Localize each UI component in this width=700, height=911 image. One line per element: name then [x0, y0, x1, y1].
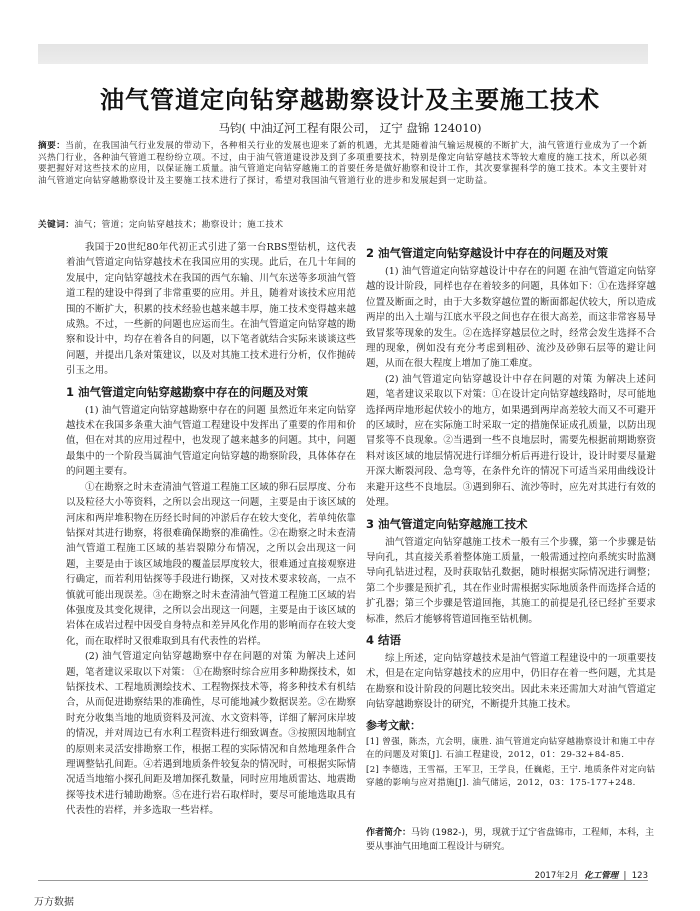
- footer-page-number: 123: [631, 871, 648, 881]
- header-bar: [38, 44, 648, 64]
- article-title: 油气管道定向钻穿越勘察设计及主要施工技术: [100, 86, 600, 114]
- section-heading: 4 结语: [366, 632, 402, 647]
- abstract: [38, 141, 648, 187]
- keywords-label: 关键词：: [38, 220, 75, 230]
- reference-item: [1] 曾强，陈杰，亢会明，康胜. 油气管道定向钻穿越勘察设计和施工中存在的问题及对策[J]. 石油工程建设，2012，01：29-32+84-85.: [366, 736, 656, 760]
- author-line: 马钧( 中油辽河工程有限公司， 辽宁 盘锦 124010): [218, 121, 482, 135]
- reference-item: [2] 李德选，王雪福，王军卫，王学良，任巍彪，王宁. 地质条件对定向钻穿越的影响与应对措施[J]. 油气储运，2012，03：175-177+248.: [366, 764, 656, 788]
- footer-date: 2017年2月: [534, 871, 579, 881]
- footer-separator: |: [623, 871, 627, 881]
- body-paragraph: (2) 油气管道定向钻穿越设计中存在问题的对策 为解决上述问题，笔者建议采取以下对策：①在设计定向钻穿越线路时，尽可能地选择两岸地形起伏较小的地方，如果遇到两岸高差较大而又不可避开的区域时，应在实际施工时采取一定的措施保证成孔质量，以防出现冒浆等不良现象。②当遇到一些不良地层时，需要先根据前期勘察资料对该区域的地层情况进行详细分析后再进行设计，设计时要尽量避开深大断裂河段、急弯等，在条件允许的情况下可适当采用曲线设计来避开这些不良地层。③遇到卵石、流沙等时，应先对其进行有效的处理。: [366, 373, 656, 509]
- right-column: [366, 240, 656, 792]
- author-note: [366, 826, 656, 854]
- footer-page-info: [535, 869, 648, 881]
- section-heading: 2 油气管道定向钻穿越设计中存在的问题及对策: [366, 246, 609, 260]
- keywords: [38, 219, 648, 231]
- section-heading: 3 油气管道定向钻穿越施工技术: [366, 516, 528, 531]
- keywords-text: 油气；管道；定向钻穿越技术；勘察设计；施工技术: [74, 220, 284, 230]
- abstract-label: 摘要：: [38, 141, 66, 151]
- references-heading: 参考文献：: [366, 718, 421, 732]
- footer-journal: 化工管理: [584, 871, 619, 881]
- body-paragraph: (2) 油气管道定向钻穿越勘察中存在问题的对策 为解决上述问题，笔者建议采取以下对策： ①在勘察时综合应用多种勘探技术，如钻探技术、工程地质测绘技术、工程物探技术等，将多种技术有机结合，从而促进勘察结果的准确性，尽可能地减少数据误差。②在勘察时充分收集当地的地质资料及河流、水文资料等，详细了解河床岸坡的情况，并对周边已有水利工程资料进行细致调查。③按照因地制宜的原则来灵活安排勘察工作，根据工程的实际情况和自然地理条件合理调整钻孔间距。④若遇到地质条件较复杂的情况时，可根据实际情况适当地缩小探孔间距及增加探孔数量，同时应用地质雷达、地震勘探等技术进行辅助勘察。⑤在进行岩石取样时，要尽可能地选取具有代表性的岩样，并多选取一些岩样。: [66, 651, 356, 817]
- body-paragraph: 综上所述，定向钻穿越技术是油气管道工程建设中的一项重要技术，但是在定向钻穿越技术的应用中，仍旧存在着一些问题，尤其是在勘察和设计阶段的问题比较突出。因此未来还需加大对油气管道定向钻穿越勘察设计的研究，不断提升其施工技术。: [366, 652, 656, 711]
- footer-source: 万方数据: [34, 897, 74, 908]
- section-heading: 1 油气管道定向钻穿越勘察中存在的问题及对策: [66, 384, 309, 399]
- body-paragraph: 油气管道定向钻穿越施工技术一般有三个步骤，第一个步骤是钻导向孔，其直接关系着整体施工质量，一般需通过控向系统实时监测导向孔钻进过程，及时获取钻孔数据，随时根据实际情况进行调整；第二个步骤是预扩孔，其在作业时需根据实际地质条件而选择合适的扩孔器；第三个步骤是管道回拖，其施工的前提是孔径已经扩至要求标准，然后才能够将管道回拖至钻机侧。: [366, 536, 656, 625]
- body-paragraph: 我国于20世纪80年代初正式引进了第一台RBS型钻机，这代表着油气管道定向钻穿越技术在我国应用的实现。此后，在几十年间的发展中，定向钻穿越技术在我国的西气东输、川气东送等多项油气管道工程的建设中得到了非常重要的应用。并且，随着对该技术应用范围的不断扩大，积累的技术经验也越来越丰厚，施工技术变得越来越成熟。不过，一些新的问题也应运而生。在油气管道定向钻穿越的勘察和设计中，均存在着各自的问题，以下笔者就结合实际来谈谈这些问题，并提出几条对策建议，以及对其施工技术进行分析，仅作抛砖引玉之用。: [66, 242, 356, 377]
- left-column: [66, 240, 356, 819]
- author-note-label: 作者简介：: [366, 828, 412, 838]
- author-note-text: 马钧 (1982-)，男，现就于辽宁省盘锦市，工程师，本科，主要从事油气田地面工程设计与研究。: [366, 828, 655, 852]
- body-paragraph: (1) 油气管道定向钻穿越设计中存在的问题 在油气管道定向钻穿越的设计阶段，同样也存在着较多的问题，具体如下：①在选择穿越位置及断面之时，由于大多数穿越位置的断面都起伏较大，所以造成两岸的出入土端与江底水平段之间也存在很大高差，而这非常容易导致冒浆等现象的发生。②在选择穿越层位之时，经常会发生选择不合理的现象，例如没有充分考虑到粗砂、流沙及砂卵石层等的避让问题，从而在很大程度上增加了施工难度。: [366, 266, 656, 370]
- body-paragraph: (1) 油气管道定向钻穿越勘察中存在的问题 虽然近年来定向钻穿越技术在我国多条重大油气管道工程建设中发挥出了重要的作用和价值，但在对其的应用过程中，也发现了越来越多的问题。其中，问题最集中的一个阶段当属油气管道定向钻穿越的勘察阶段，具体体存在的问题主要有。: [66, 404, 356, 478]
- abstract-text: 当前，在我国油气行业发展的带动下，各种相关行业的发展也迎来了新的机遇，尤其是随着油气输运规模的不断扩大，油气管道行业成为了一个新兴热门行业，各种油气管道工程纷纷立项。不过，由于油气管道建设涉及到了多项重要技术，特别是像定向钻穿越技术等较大难度的施工技术，所以必须要把握好对这些技术的应用，以保证施工质量。油气管道定向钻穿越施工的首要任务是做好勘察和设计工作，其次要掌握科学的施工技术。本文主要针对油气管道定向钻穿越勘察设计及主要施工技术进行了探讨，希望对我国油气管道行业的进步和发展起到一定助益。: [38, 141, 648, 186]
- body-paragraph: ①在勘察之时未查清油气管道工程施工区域的卵石层厚度、分布以及粒径大小等资料，之所以会出现这一问题，主要是由于该区域的河床和两岸堆积物在历经长时间的冲淤后存在较大变化，若单纯依靠钻探对其进行勘察，将很难确保勘察的准确性。②在勘察之时未查清油气管道工程施工区域的基岩裂隙分布情况，之所以会出现这一问题，主要是由于该区域地段的覆盖层厚度较大，很难通过直接观察进行确定，而若利用钻探等手段进行勘探，又对技术要求较高，一点不慎就可能出现误差。③在勘察之时未查清油气管道工程施工区域的岩体强度及其变化规律，之所以会出现这一问题，主要是由于该区域的岩体在成岩过程中因受自身特点和差异风化作用的影响而存在较大变化，而在取样时又很难取到具有代表性的岩样。: [66, 481, 356, 647]
